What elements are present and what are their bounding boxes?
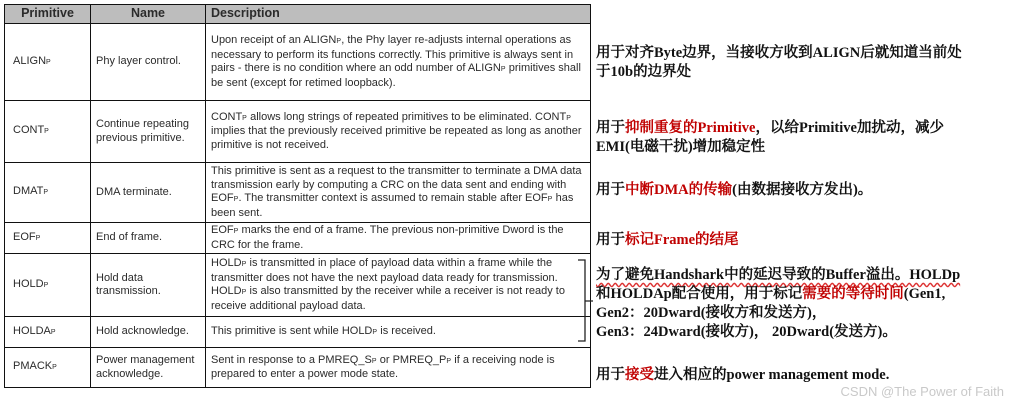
note-cont <box>596 119 944 157</box>
desc-text: This primitive is sent while HOLD <box>211 324 373 337</box>
table-header-row <box>5 5 591 24</box>
primitive-subscript: P <box>50 328 56 336</box>
table-row <box>5 254 591 317</box>
note-dmat-prefix: 用于 <box>596 182 625 198</box>
note-cont-line2: EMI(电磁干扰)增加稳定性 <box>596 139 766 155</box>
csdn-watermark: CSDN @The Power of Faith <box>840 384 1004 399</box>
name-cell: Phy layer control. <box>91 24 206 101</box>
note-align-line1: 用于对齐Byte边界，当接收方收到ALIGN后就知道当前处 <box>596 45 962 61</box>
desc-text: Sent in response to a PMREQ_S <box>211 353 372 366</box>
note-dmat-highlight: 中断DMA的传输 <box>625 182 733 198</box>
desc-subscript: P <box>336 38 342 45</box>
note-cont-highlight: 抑制重复的Primitive <box>625 120 756 136</box>
description-cell <box>206 163 591 223</box>
description-cell <box>206 317 591 348</box>
desc-text: if a receiving node is prepared to enter a power mode state. <box>211 353 555 380</box>
primitive-label: DMAT <box>13 185 44 198</box>
desc-text: CONT <box>211 110 243 123</box>
desc-subscript: P <box>242 114 248 122</box>
note-eof <box>596 231 739 250</box>
primitive-table <box>4 4 591 388</box>
desc-subscript: P <box>446 357 452 365</box>
primitive-label: HOLD <box>13 277 44 290</box>
table-row <box>5 348 591 388</box>
table-row <box>5 317 591 348</box>
note-align-line2: 于10b的边界处 <box>596 64 692 80</box>
note-hold-line2-suffix: (Gen1, <box>903 286 946 302</box>
primitive-label: EOF <box>13 230 36 243</box>
desc-text: implies that the previously received primitive be repeated as long as another primitive is not received. <box>211 125 582 151</box>
desc-text: or PMREQ_P <box>376 353 447 366</box>
name-cell: Hold acknowledge. <box>91 317 206 348</box>
desc-subscript: P <box>500 66 506 73</box>
primitive-label: ALIGN <box>13 54 47 67</box>
primitive-cell <box>5 317 91 348</box>
desc-text: is also transmitted by the receiver while a receiver is not ready to receive additional payload data. <box>211 285 565 312</box>
table-row <box>5 223 591 254</box>
note-cont-prefix: 用于 <box>596 120 625 136</box>
desc-subscript: P <box>371 357 377 365</box>
primitive-subscript: P <box>35 234 41 242</box>
primitive-subscript: P <box>46 58 51 66</box>
table-row <box>5 101 591 163</box>
primitive-subscript: P <box>43 281 49 289</box>
primitive-cell <box>5 223 91 254</box>
note-hold-line2 <box>596 285 960 304</box>
primitive-cell <box>5 101 91 163</box>
primitive-label: HOLDA <box>13 324 51 337</box>
name-cell: Continue repeating previous primitive. <box>91 101 206 163</box>
desc-subscript: P <box>566 114 572 122</box>
note-dmat-suffix: (由数据接收方发出)。 <box>732 182 873 198</box>
name-cell: End of frame. <box>91 223 206 254</box>
desc-subscript: P <box>241 289 247 296</box>
note-pmack <box>596 366 889 385</box>
note-dmat <box>596 181 872 200</box>
primitive-subscript: P <box>52 364 57 372</box>
note-hold <box>596 266 960 342</box>
primitive-label: CONT <box>13 124 45 137</box>
description-cell <box>206 254 591 317</box>
note-align <box>596 44 962 82</box>
note-hold-line4: Gen3：24Dward(接收方)， 20Dward(发送方)。 <box>596 324 897 340</box>
description-cell <box>206 24 591 101</box>
note-hold-line3: Gen2：20Dward(接收方和发送方)， <box>596 305 827 321</box>
name-cell: Hold data transmission. <box>91 254 206 317</box>
desc-text: . The transmitter context is assumed to remain stable after EOF <box>238 192 548 204</box>
primitive-label: PMACK <box>13 360 53 373</box>
chinese-annotations <box>596 0 1012 403</box>
desc-text: has been sent. <box>211 192 574 219</box>
primitive-subscript: P <box>43 189 49 197</box>
desc-text: Upon receipt of an ALIGN <box>211 34 337 46</box>
note-pmack-highlight: 接受 <box>625 367 654 383</box>
note-hold-line1 <box>596 266 960 285</box>
primitive-cell <box>5 254 91 317</box>
desc-text: This primitive is sent as a request to the transmitter to terminate a DMA data transmission early by computing a CRC on the data sent and ending with EOF <box>211 165 582 204</box>
header-name: Name <box>91 5 206 24</box>
header-primitive: Primitive <box>5 5 91 24</box>
note-eof-highlight: 标记Frame的结尾 <box>625 232 739 248</box>
note-hold-line1-text: 为了避免Handshark中的延迟导致的Buffer溢出。HOLDp <box>596 267 961 283</box>
desc-subscript: P <box>233 228 239 235</box>
desc-text: is transmitted in place of payload data within a frame while the transmitter does not have the next payload data ready for transmission. HOLD <box>211 257 558 297</box>
table-row <box>5 163 591 223</box>
note-hold-line2-prefix: 和HOLDAp配合使用，用于标记 <box>596 286 803 302</box>
note-pmack-prefix: 用于 <box>596 367 625 383</box>
desc-text: EOF <box>211 224 234 236</box>
primitive-cell <box>5 24 91 101</box>
desc-text: allows long strings of repeated primitives to be eliminated. CONT <box>247 110 567 123</box>
desc-subscript: P <box>372 328 378 336</box>
header-description: Description <box>206 5 591 24</box>
desc-text: , the Phy layer re-adjusts internal operations as necessary to perform its functions correctly. This primitive is always sent in pairs - there is no condition where an odd number of ALIGN <box>211 34 574 74</box>
description-cell <box>206 223 591 254</box>
note-cont-line1 <box>596 119 944 138</box>
desc-subscript: P <box>233 196 239 203</box>
description-cell <box>206 348 591 388</box>
desc-text: primitives shall be sent (except for retimed loopback). <box>211 62 581 89</box>
name-cell: DMA terminate. <box>91 163 206 223</box>
note-cont-suffix: ，以给Primitive加扰动，减少 <box>755 120 944 136</box>
note-hold-highlight: 需要的等待时间 <box>802 286 904 302</box>
desc-subscript: P <box>241 261 247 268</box>
primitive-cell <box>5 163 91 223</box>
description-cell <box>206 101 591 163</box>
note-eof-prefix: 用于 <box>596 232 625 248</box>
table-row <box>5 24 591 101</box>
note-pmack-suffix: 进入相应的power management mode. <box>654 367 890 383</box>
desc-text: is received. <box>377 324 436 337</box>
primitive-cell <box>5 348 91 388</box>
name-cell: Power management acknowledge. <box>91 348 206 388</box>
primitive-subscript: P <box>44 128 50 136</box>
desc-subscript: P <box>547 196 553 203</box>
desc-text: HOLD <box>211 257 242 269</box>
bracket-hold-holda <box>576 259 594 343</box>
desc-text: marks the end of a frame. The previous non-primitive Dword is the CRC for the frame. <box>211 224 564 251</box>
